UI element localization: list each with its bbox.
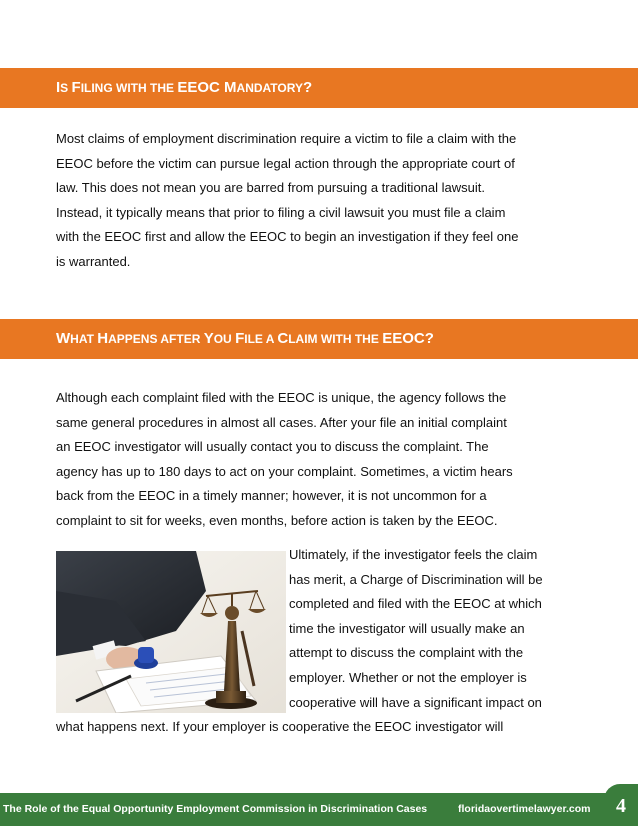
paragraph-line: completed and filed with the EEOC at which bbox=[289, 596, 542, 612]
footer-document-title: The Role of the Equal Opportunity Employment Commission in Discrimination Cases bbox=[3, 803, 428, 815]
paragraph-line: Ultimately, if the investigator feels the claim bbox=[289, 547, 538, 562]
paragraph-line: Although each complaint filed with the EEOC is unique, the agency follows the bbox=[56, 390, 507, 405]
paragraph-line: complaint to sit for weeks, even months, before action is taken by the EEOC. bbox=[56, 512, 498, 528]
page-number: 4 bbox=[616, 795, 626, 817]
lawyer-desk-photo bbox=[56, 551, 286, 713]
section-1-paragraph bbox=[56, 127, 586, 275]
section-2-last-line bbox=[56, 715, 586, 740]
section-heading-banner-2 bbox=[0, 319, 638, 359]
paragraph-line: back from the EEOC in a timely manner; however, it is not uncommon for a bbox=[56, 488, 487, 504]
section-2-wrapped-text bbox=[289, 543, 599, 715]
paragraph-line: with the EEOC first and allow the EEOC to begin an investigation if they feel one bbox=[56, 229, 519, 245]
paragraph-line: an EEOC investigator will usually contact you to discuss the complaint. The bbox=[56, 439, 489, 455]
paragraph-line: agency has up to 180 days to act on your complaint. Sometimes, a victim hears bbox=[56, 463, 513, 479]
section-heading-2: WHAT HAPPENS AFTER YOU FILE A CLAIM WITH THE EEOC? bbox=[56, 330, 434, 347]
footer-website-link[interactable]: floridaovertimelawyer.com bbox=[458, 803, 591, 815]
section-heading-banner-1 bbox=[0, 68, 638, 108]
footer-bar bbox=[0, 793, 638, 826]
paragraph-line: what happens next. If your employer is cooperative the EEOC investigator will bbox=[56, 719, 504, 734]
paragraph-line: EEOC before the victim can pursue legal action through the appropriate court of bbox=[56, 155, 515, 171]
paragraph-line: Most claims of employment discrimination require a victim to file a claim with the bbox=[56, 131, 517, 146]
paragraph-line: has merit, a Charge of Discrimination will be bbox=[289, 571, 543, 587]
paragraph-line: attempt to discuss the complaint with the bbox=[289, 645, 524, 661]
paragraph-line: cooperative will have a significant impact on bbox=[289, 694, 542, 710]
paragraph-line: time the investigator will usually make an bbox=[289, 620, 525, 636]
paragraph-line: law. This does not mean you are barred from pursuing a traditional lawsuit. bbox=[56, 180, 485, 196]
paragraph-line: is warranted. bbox=[56, 253, 131, 269]
page-number-badge bbox=[604, 784, 638, 826]
section-2-paragraph bbox=[56, 386, 586, 534]
paragraph-line: Instead, it typically means that prior to filing a civil lawsuit you must file a claim bbox=[56, 204, 506, 220]
paragraph-line: employer. Whether or not the employer is bbox=[289, 669, 527, 685]
paragraph-line: same general procedures in almost all cases. After your file an initial complaint bbox=[56, 414, 507, 430]
section-heading-1: IS FILING WITH THE EEOC MANDATORY? bbox=[56, 79, 313, 96]
photo-illustration bbox=[56, 551, 286, 713]
